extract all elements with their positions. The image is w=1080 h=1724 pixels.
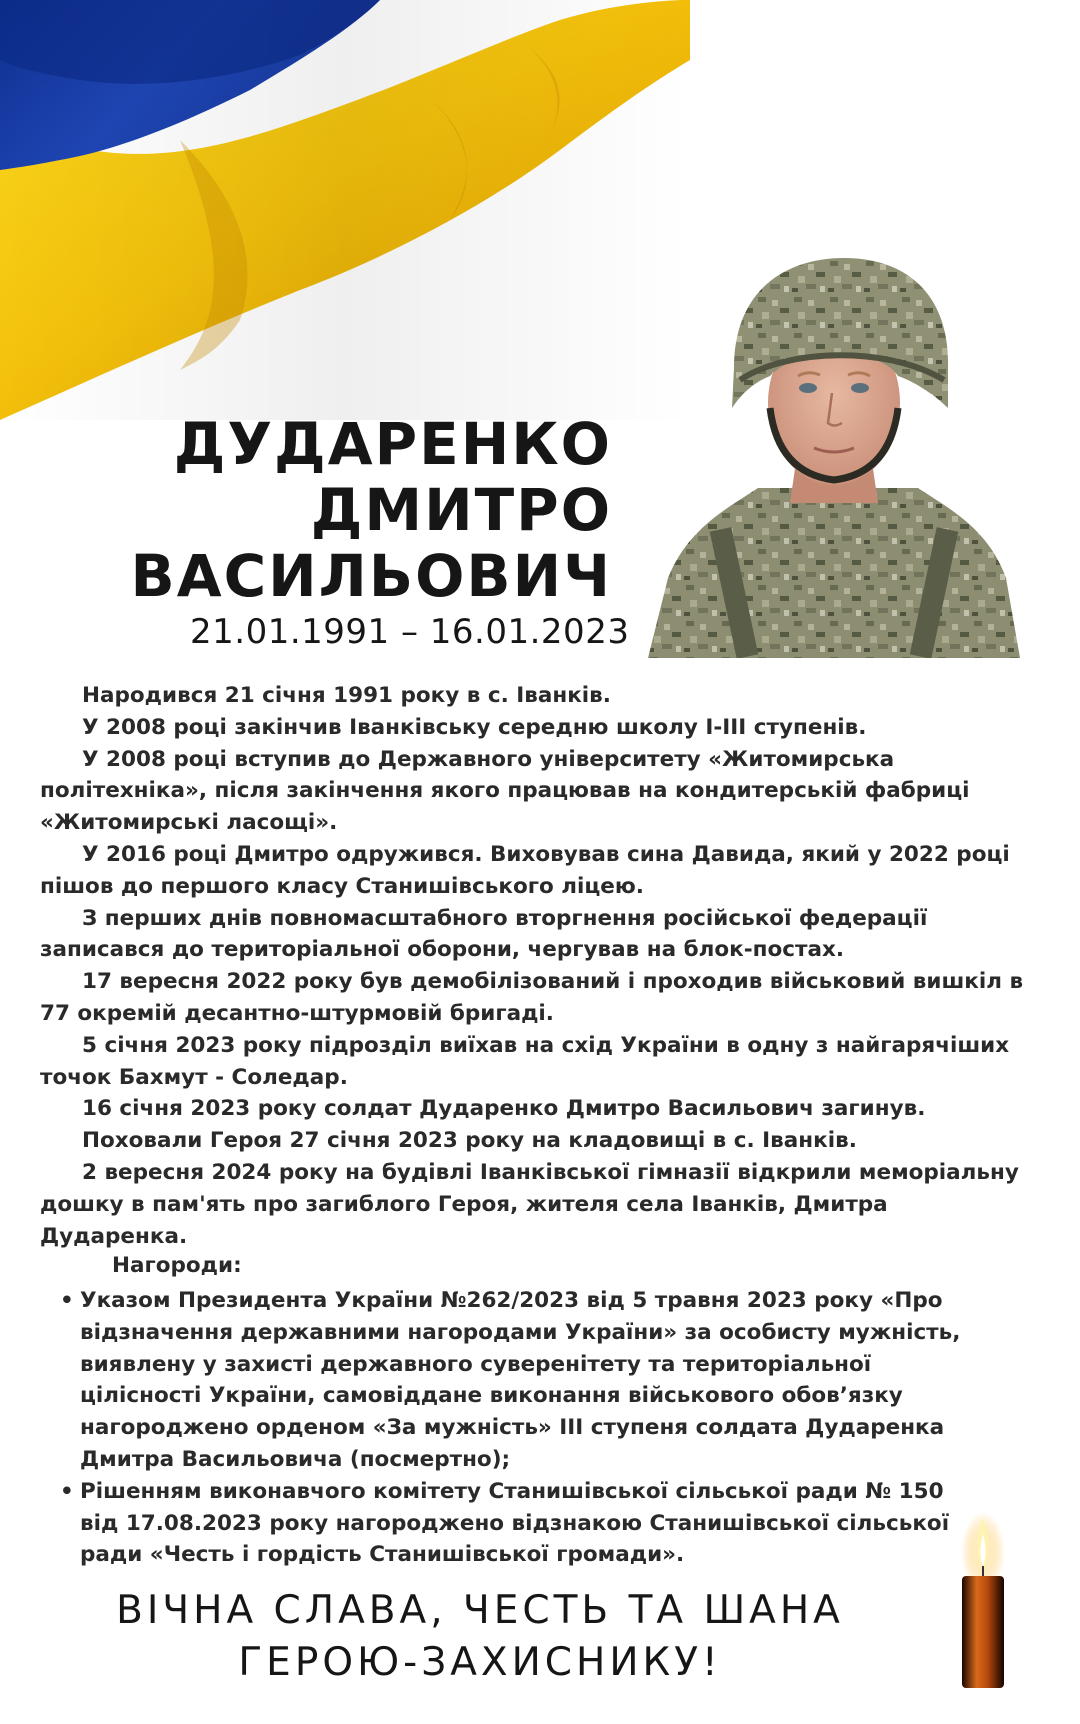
memorial-slogan	[40, 1585, 920, 1689]
soldier-portrait	[648, 258, 1020, 658]
bio-paragraph: 5 січня 2023 року підрозділ виїхав на схід України в одну з найгарячіших точок Бахмут - Соледар.	[40, 1032, 1010, 1090]
bio-paragraph: У 2008 році закінчив Іванківську середню школу І-ІІІ ступенів.	[82, 714, 867, 740]
award-text: Указом Президента України №262/2023 від 5 травня 2023 року «Про відзначення державними нагородами України» за особисту мужність, виявлену у захисті державного суверенітету та територіальної цілісності України, самовіддане виконання військового обов’язку нагороджено орденом «За мужність» ІІІ ступеня солдата Дударенка Дмитра Васильовича (посмертно);	[80, 1288, 961, 1472]
awards-title: Нагороди:	[112, 1253, 242, 1278]
patronymic: ВАСИЛЬОВИЧ	[130, 542, 612, 610]
memorial-candle-icon	[958, 1512, 1008, 1690]
bullet-icon: •	[60, 1478, 74, 1504]
bio-paragraph: З перших днів повномасштабного вторгнення російської федерації записався до територіальної оборони, чергував на блок-постах.	[40, 905, 928, 963]
surname: ДУДАРЕНКО	[173, 410, 612, 478]
bullet-icon: •	[60, 1288, 74, 1313]
bio-paragraph: У 2008 році вступив до Державного університету «Житомирська політехніка», після закінчення якого працював на кондитерській фабриці «Житомирські ласощі».	[40, 746, 970, 836]
award-item	[60, 1285, 980, 1476]
bio-paragraph: Поховали Героя 27 січня 2023 року на кладовищі в с. Іванків.	[82, 1128, 857, 1154]
slogan-line-1: ВІЧНА СЛАВА, ЧЕСТЬ ТА ШАНА	[116, 1588, 844, 1633]
life-dates: 21.01.1991 – 16.01.2023	[190, 612, 630, 652]
award-item	[60, 1476, 980, 1571]
bio-paragraph: У 2016 році Дмитро одружився. Виховував сина Давида, який у 2022 році пішов до першого класу Станишівського ліцею.	[40, 841, 1010, 899]
bio-paragraph: Народився 21 січня 1991 року в с. Іванків.	[82, 683, 611, 708]
bio-paragraph: 2 вересня 2024 року на будівлі Іванківської гімназії відкрили меморіальну дошку в пам'ять про загиблого Героя, жителя села Іванків, Дмитра Дударенка.	[40, 1159, 1019, 1249]
biography	[40, 680, 1040, 1252]
first-name: ДМИТРО	[310, 476, 612, 544]
slogan-line-2: ГЕРОЮ-ЗАХИСНИКУ!	[238, 1640, 722, 1685]
bio-paragraph: 16 січня 2023 року солдат Дударенко Дмитро Васильович загинув.	[82, 1096, 926, 1122]
awards-list	[60, 1285, 980, 1571]
bio-paragraph: 17 вересня 2022 року був демобілізований і проходив військовий вишкіл в 77 окремій десантно-штурмовій бригаді.	[40, 969, 1024, 1026]
award-text: Рішенням виконавчого комітету Станишівської сільської ради № 150 від 17.08.2023 року нагороджено відзнакою Станишівської сільської ради «Честь і гордість Станишівської громади».	[80, 1478, 950, 1568]
ukraine-flag	[0, 0, 690, 420]
